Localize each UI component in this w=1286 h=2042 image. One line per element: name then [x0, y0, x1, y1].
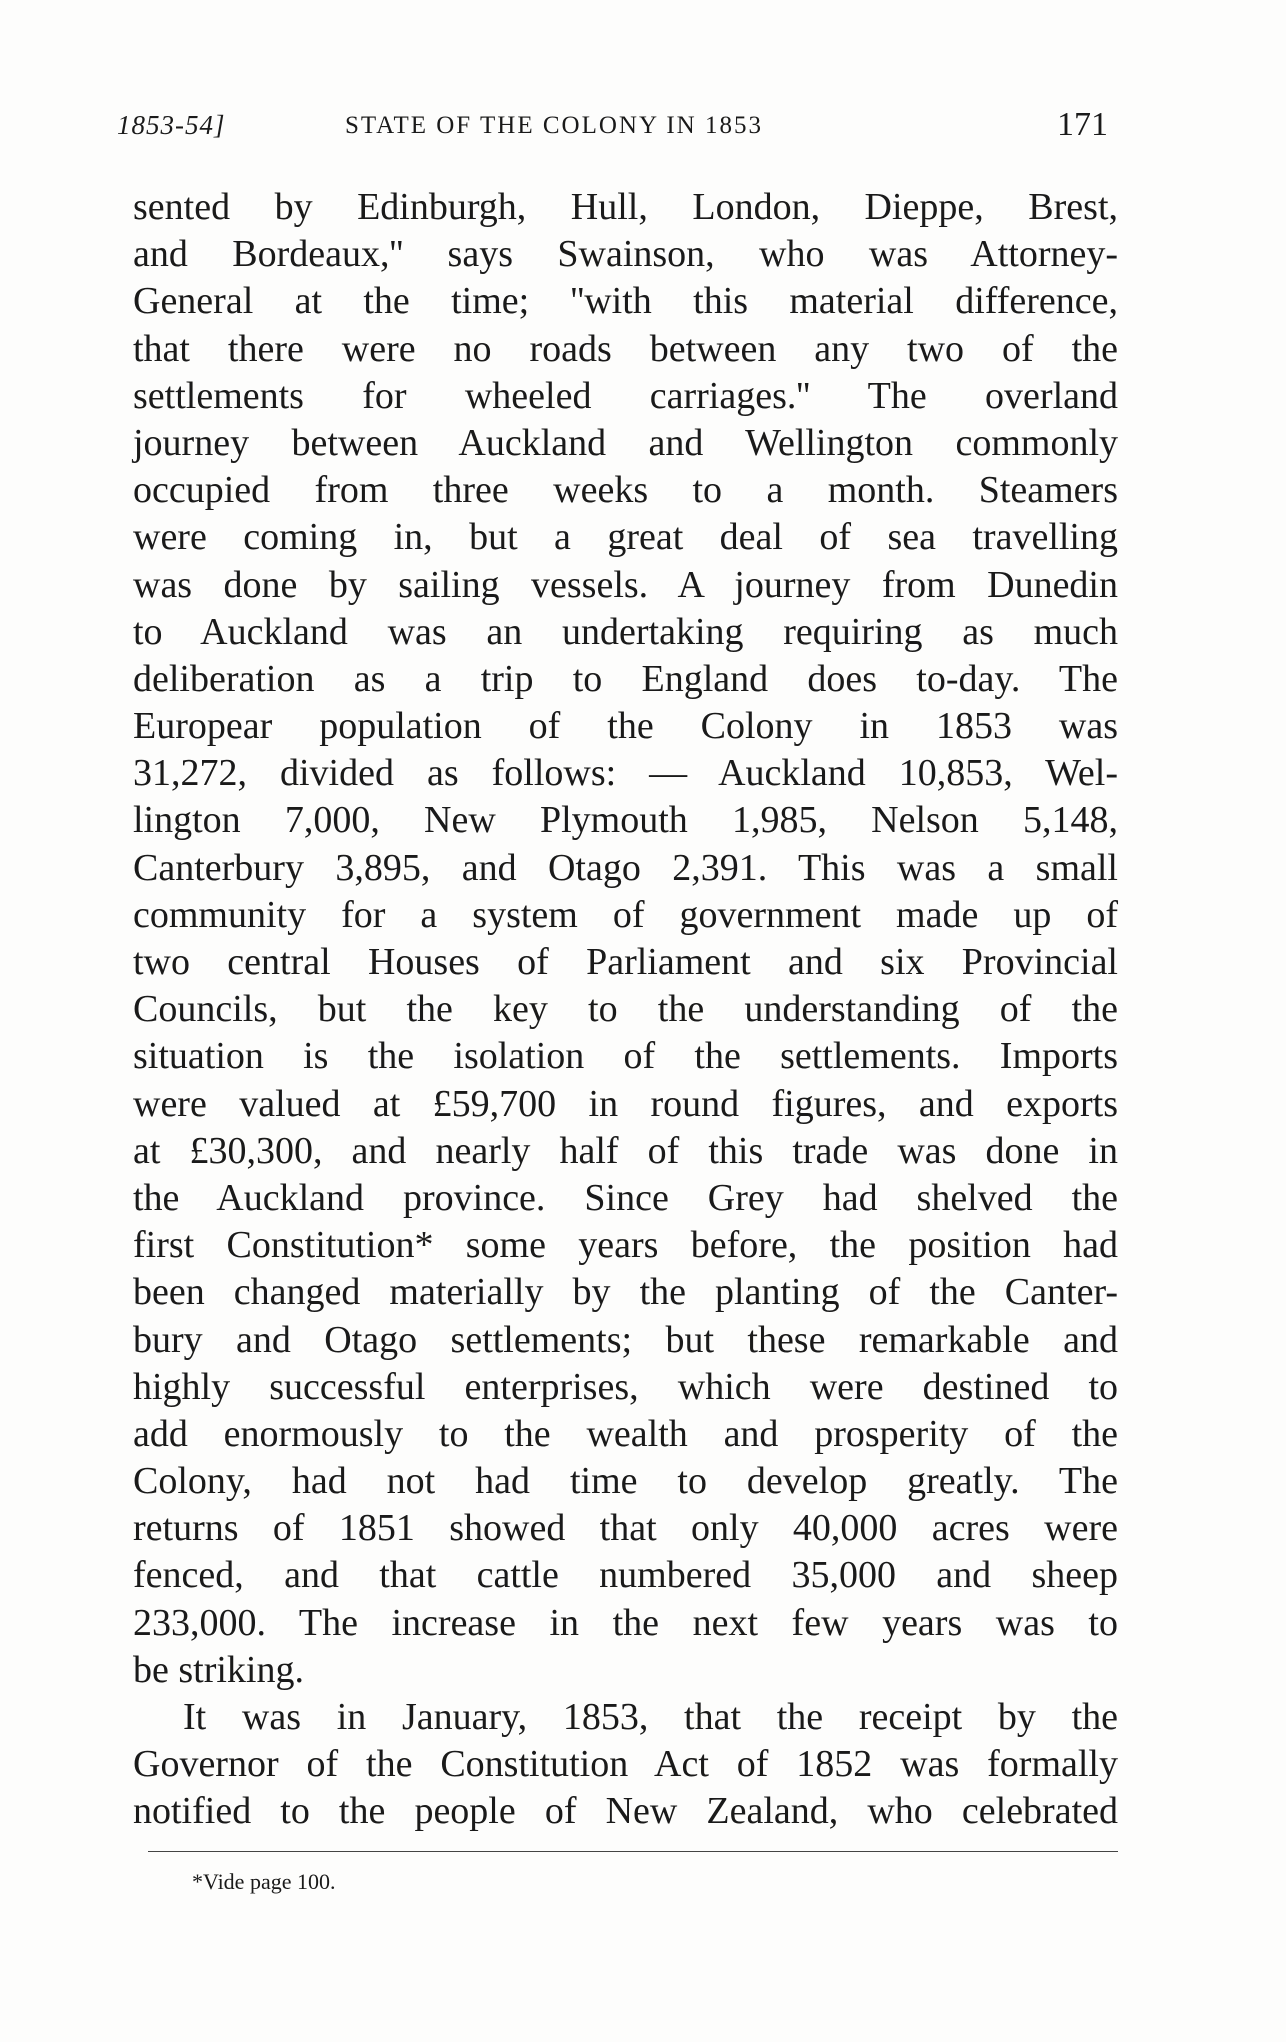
- text-line: deliberation as a trip to England does to-day. The: [133, 657, 1118, 700]
- text-line: highly successful enterprises, which were destined to: [133, 1365, 1118, 1408]
- text-line: been changed materially by the planting of the Canter-: [133, 1271, 1118, 1314]
- text-line: fenced, and that cattle numbered 35,000 and sheep: [133, 1554, 1118, 1597]
- text-line: Canterbury 3,895, and Otago 2,391. This was a small: [133, 846, 1118, 889]
- text-line: returns of 1851 showed that only 40,000 acres were: [133, 1507, 1118, 1550]
- header-title: STATE OF THE COLONY IN 1853: [345, 112, 763, 139]
- text-line: situation is the isolation of the settlements. Imports: [133, 1035, 1118, 1078]
- text-line: Councils, but the key to the understanding of the: [133, 988, 1118, 1031]
- text-line: add enormously to the wealth and prosperity of the: [133, 1412, 1118, 1455]
- text-line: 233,000. The increase in the next few years was to: [133, 1601, 1118, 1644]
- text-line: Governor of the Constitution Act of 1852 was formally: [133, 1743, 1118, 1786]
- page-number: 171: [1057, 106, 1108, 143]
- text-line: journey between Auckland and Wellington commonly: [133, 421, 1118, 464]
- text-line: be striking.: [133, 1648, 304, 1691]
- text-line: It was in January, 1853, that the receipt by the: [183, 1696, 1118, 1738]
- text-line: were valued at £59,700 in round figures, and exports: [133, 1082, 1118, 1125]
- text-line: 31,272, divided as follows: — Auckland 10,853, Wel-: [133, 752, 1118, 795]
- text-line: two central Houses of Parliament and six Provincial: [133, 941, 1118, 983]
- text-line: sented by Edinburgh, Hull, London, Dieppe, Brest,: [133, 186, 1118, 228]
- text-line: the Auckland province. Since Grey had shelved the: [133, 1176, 1118, 1219]
- running-header: [117, 106, 1112, 146]
- text-line: and Bordeaux,'' says Swainson, who was Attorney-: [133, 233, 1118, 276]
- text-line: at £30,300, and nearly half of this trade was done in: [133, 1129, 1118, 1172]
- text-line: lington 7,000, New Plymouth 1,985, Nelson 5,148,: [133, 799, 1118, 842]
- text-line: to Auckland was an undertaking requiring as much: [133, 610, 1118, 653]
- text-line: that there were no roads between any two of the: [133, 327, 1118, 370]
- header-years: 1853-54]: [117, 110, 226, 140]
- text-line: were coming in, but a great deal of sea travelling: [133, 516, 1118, 559]
- footnote: *Vide page 100.: [192, 1869, 336, 1894]
- text-line: settlements for wheeled carriages.'' The overland: [133, 374, 1118, 417]
- text-line: Colony, had not had time to develop greatly. The: [133, 1460, 1118, 1503]
- text-line: Europear population of the Colony in 1853 was: [133, 705, 1118, 748]
- text-line: General at the time; ''with this material difference,: [133, 280, 1118, 323]
- text-line: community for a system of government made up of: [133, 893, 1118, 936]
- text-line: notified to the people of New Zealand, who celebrated: [133, 1790, 1118, 1833]
- text-line: bury and Otago settlements; but these remarkable and: [133, 1318, 1118, 1361]
- body-text: [133, 184, 1118, 1836]
- text-line: occupied from three weeks to a month. Steamers: [133, 469, 1118, 512]
- footnote-divider: [148, 1851, 1118, 1852]
- text-line: was done by sailing vessels. A journey from Dunedin: [133, 563, 1118, 606]
- text-line: first Constitution* some years before, the position had: [133, 1224, 1118, 1267]
